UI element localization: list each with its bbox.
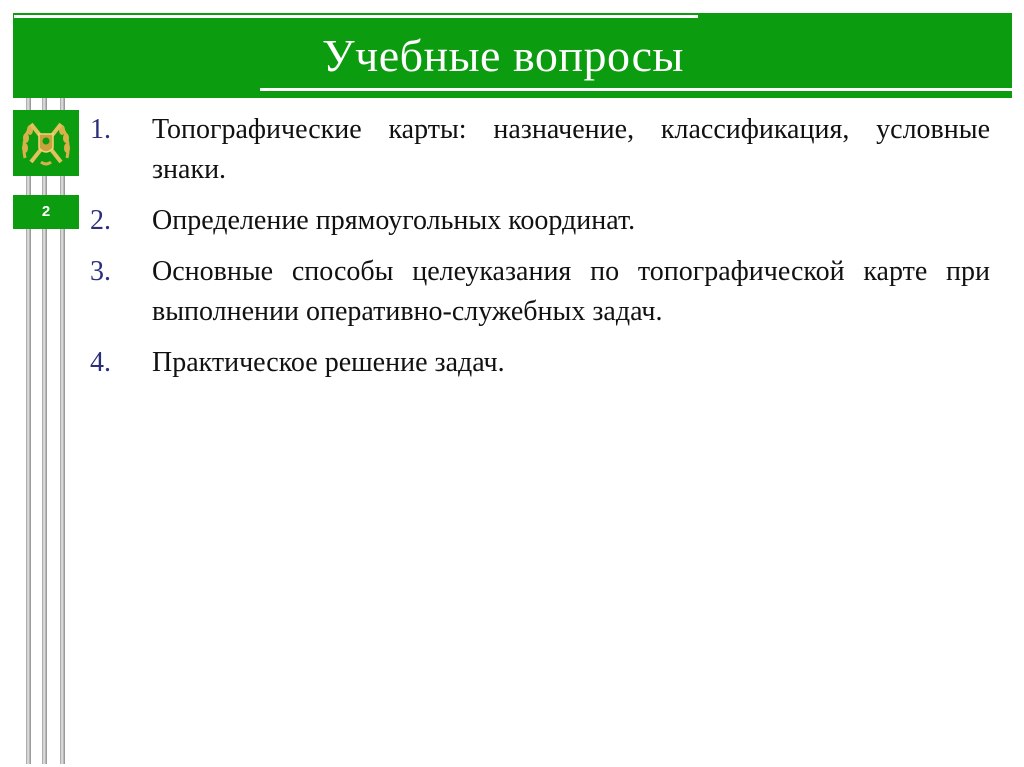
item-text: Определение прямоугольных координат.	[152, 205, 636, 236]
item-number: 1.	[90, 114, 111, 145]
item-text: Практическое решение задач.	[152, 347, 505, 378]
item-number: 3.	[90, 256, 111, 287]
list-item	[90, 343, 990, 383]
emblem	[13, 110, 79, 176]
item-text: Топографические карты: назначение, классификация, условные знаки.	[152, 114, 990, 185]
list-item	[90, 201, 990, 241]
slide-title: Учебные вопросы	[322, 30, 684, 81]
list-item	[90, 252, 990, 332]
title-rule	[260, 88, 1012, 91]
title-rule	[14, 15, 698, 18]
item-text: Основные способы целеуказания по топографической карте при выполнении оперативно-служебных задач.	[152, 256, 990, 327]
question-list	[90, 110, 990, 394]
list-item	[90, 110, 990, 190]
page-number: 2	[13, 195, 79, 229]
emblem-icon	[13, 110, 79, 176]
item-number: 4.	[90, 347, 111, 378]
item-number: 2.	[90, 205, 111, 236]
